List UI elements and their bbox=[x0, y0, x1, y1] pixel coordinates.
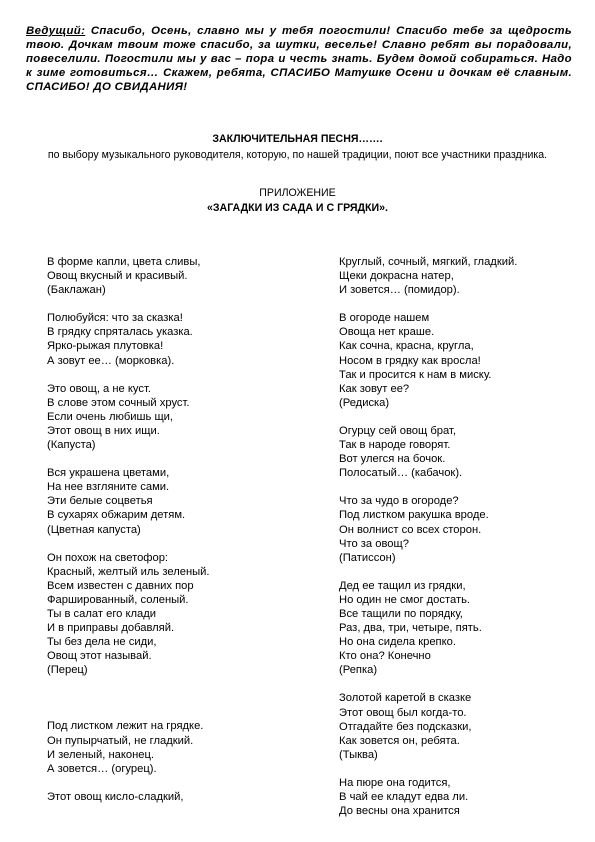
riddle-line: Как сочна, красна, кругла, bbox=[339, 340, 474, 353]
riddle-line: И зовется… (помидор). bbox=[339, 284, 460, 297]
riddle-block bbox=[47, 551, 297, 678]
riddle-line: Овощ вкусный и красивый. bbox=[47, 270, 188, 283]
riddle-line: Золотой каретой в сказке bbox=[339, 692, 472, 705]
riddle-block bbox=[47, 719, 297, 775]
riddle-line: В слове этом сочный хруст. bbox=[47, 396, 190, 409]
riddle-line: В сухарях обжарим детям. bbox=[47, 509, 186, 522]
riddle-line: Все тащили по порядку, bbox=[339, 607, 463, 620]
riddle-line: (Тыква) bbox=[339, 748, 378, 761]
riddle-line: (Репка) bbox=[339, 664, 378, 677]
closing-speech-text: Спасибо, Осень, славно мы у тебя погостили! Спасибо тебе за щедрость твою. Дочкам твоим тоже спасибо, за шутки, веселье! Славно ребят вы порадовали, повеселили. Погостили мы у вас – пора и честь знать. Будем домой собираться. Надо к зиме готовиться… Скажем, ребята, СПАСИБО Матушке Осени и дочкам её славным. СПАСИБО! ДО СВИДАНИЯ! bbox=[26, 25, 572, 94]
riddle-line: (Капуста) bbox=[47, 439, 96, 452]
riddle-line: Носом в грядку как вросла! bbox=[339, 354, 481, 367]
riddle-line: Раз, два, три, четыре, пять. bbox=[339, 622, 482, 635]
riddle-block bbox=[47, 790, 297, 804]
riddle-line: Полосатый… (кабачок). bbox=[339, 467, 463, 480]
riddle-line: (Патиссон) bbox=[339, 551, 396, 564]
riddle-line: Дед ее тащил из грядки, bbox=[339, 579, 466, 592]
riddle-block bbox=[47, 255, 297, 297]
speaker-label: Ведущий: bbox=[26, 25, 86, 37]
appendix-title: ПРИЛОЖЕНИЕ bbox=[259, 187, 336, 199]
riddle-line: В огороде нашем bbox=[339, 312, 430, 325]
closing-speech bbox=[26, 24, 572, 94]
riddle-line: Ярко-рыжая плутовка! bbox=[47, 340, 164, 353]
riddle-line: И зеленый, наконец. bbox=[47, 748, 154, 761]
song-title: ЗАКЛЮЧИТЕЛЬНАЯ ПЕСНЯ……. bbox=[212, 133, 383, 145]
riddle-line: А зовется… (огурец). bbox=[47, 762, 157, 775]
riddle-line: (Баклажан) bbox=[47, 284, 106, 297]
riddle-line: Полюбуйся: что за сказка! bbox=[47, 312, 183, 325]
riddle-line: Овощ этот называй. bbox=[47, 650, 152, 663]
riddle-block bbox=[47, 311, 297, 367]
appendix-subtitle: «ЗАГАДКИ ИЗ САДА И С ГРЯДКИ». bbox=[207, 202, 388, 214]
riddle-line: Этот овощ в них ищи. bbox=[47, 424, 160, 437]
riddle-block bbox=[339, 579, 579, 678]
riddle-line: Красный, желтый иль зеленый. bbox=[47, 565, 210, 578]
riddle-line: Всем известен с давних пор bbox=[47, 579, 194, 592]
riddle-line: Это овощ, а не куст. bbox=[47, 382, 151, 395]
riddle-line: Под листком лежит на грядке. bbox=[47, 720, 204, 733]
riddle-line: Овоща нет краше. bbox=[339, 326, 435, 339]
riddle-line: Он похож на светофор: bbox=[47, 551, 169, 564]
riddle-line: И в приправы добавляй. bbox=[47, 622, 175, 635]
riddle-line: В форме капли, цвета сливы, bbox=[47, 256, 201, 268]
riddle-block bbox=[47, 382, 297, 452]
riddle-line: (Редиска) bbox=[339, 396, 390, 409]
riddle-line: Как зовется он, ребята. bbox=[339, 734, 460, 747]
song-note: по выбору музыкального руководителя, которую, по нашей традиции, поют все участники праздника. bbox=[47, 149, 548, 161]
riddle-line: Этот овощ кисло-сладкий, bbox=[47, 790, 184, 803]
riddle-line: Ты в салат его клади bbox=[47, 607, 157, 620]
riddle-line: Ты без дела не сиди, bbox=[47, 636, 157, 649]
riddle-line: Он волнист со всех сторон. bbox=[339, 523, 482, 536]
riddles-right-column bbox=[339, 255, 579, 818]
riddle-line: Что за овощ? bbox=[339, 537, 409, 550]
riddle-line: В грядку спряталась указка. bbox=[47, 326, 193, 339]
riddle-line: Как зовут ее? bbox=[339, 382, 410, 395]
riddle-line: Под листком ракушка вроде. bbox=[339, 509, 489, 522]
riddle-line: Отгадайте без подсказки, bbox=[339, 720, 472, 733]
riddle-line: На пюре она годится, bbox=[339, 776, 451, 789]
riddle-block bbox=[339, 494, 579, 564]
riddle-line: А зовут ее… (морковка). bbox=[47, 354, 175, 367]
riddle-line: До весны она хранится bbox=[339, 805, 460, 818]
riddle-line: Вот улегся на бочок. bbox=[339, 453, 446, 466]
riddle-line: Что за чудо в огороде? bbox=[339, 495, 459, 508]
riddle-block bbox=[339, 424, 579, 480]
riddle-line: Эти белые соцветья bbox=[47, 495, 153, 508]
riddle-line: Он пупырчатый, не гладкий. bbox=[47, 734, 194, 747]
riddle-line: Так и просится к нам в миску. bbox=[339, 368, 492, 381]
riddles-left-column bbox=[47, 255, 297, 804]
riddle-line: Но она сидела крепко. bbox=[339, 636, 456, 649]
riddle-block bbox=[339, 311, 579, 410]
riddle-line: Если очень любишь щи, bbox=[47, 410, 174, 423]
riddle-block bbox=[339, 691, 579, 761]
riddle-line: Кто она? Конечно bbox=[339, 650, 431, 663]
riddle-line: На нее взгляните сами. bbox=[47, 481, 170, 494]
riddle-line: В чай ее кладут едва ли. bbox=[339, 791, 469, 803]
riddle-line: Так в народе говорят. bbox=[339, 439, 451, 452]
riddle-block bbox=[339, 255, 579, 297]
riddle-line: Вся украшена цветами, bbox=[47, 467, 170, 480]
riddle-line: Круглый, сочный, мягкий, гладкий. bbox=[339, 256, 518, 268]
riddle-line: Но один не смог достать. bbox=[339, 593, 471, 606]
riddle-line: Щеки докрасна натер, bbox=[339, 270, 454, 283]
riddle-line: Этот овощ был когда-то. bbox=[339, 706, 467, 719]
riddle-block bbox=[47, 466, 297, 536]
riddle-line: Фаршированный, соленый. bbox=[47, 593, 189, 606]
riddle-line: (Цветная капуста) bbox=[47, 523, 141, 536]
riddle-line: (Перец) bbox=[47, 664, 88, 677]
riddle-block bbox=[339, 776, 579, 818]
riddle-line: Огурцу сей овощ брат, bbox=[339, 424, 456, 437]
